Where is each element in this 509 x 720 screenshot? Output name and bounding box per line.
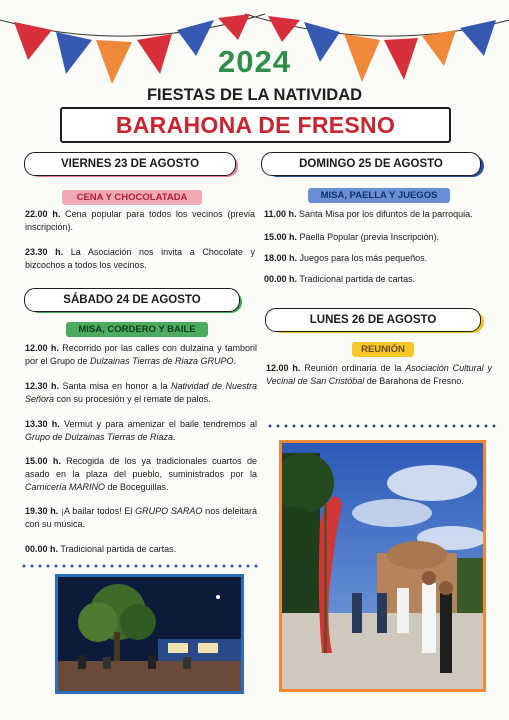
event-viernes-2 — [25, 246, 255, 272]
event-text: Tradicional partida de cartas. — [60, 544, 177, 554]
event-time: 15.00 h. — [264, 232, 298, 242]
dotted-divider — [266, 424, 496, 428]
event-domingo-4 — [264, 273, 492, 286]
procession-illustration — [282, 443, 483, 689]
tag-viernes — [62, 190, 202, 205]
event-time: 19.30 h. — [25, 506, 59, 516]
procession-photo — [279, 440, 486, 692]
event-sabado-2 — [25, 380, 257, 406]
event-time: 15.00 h. — [25, 456, 61, 466]
event-time: 22.00 h. — [25, 209, 61, 219]
event-text-end: de Barahona de Fresno. — [364, 376, 464, 386]
tag-label: REUNIÓN — [361, 344, 405, 355]
event-italic: Dulzainas Tierras de Riaza GRUPO — [90, 356, 234, 366]
day-label: LUNES 26 DE AGOSTO — [309, 314, 437, 326]
day-label: SÁBADO 24 DE AGOSTO — [63, 294, 201, 306]
tag-label: MISA, CORDERO Y BAILE — [78, 324, 196, 335]
event-time: 13.30 h. — [25, 419, 60, 429]
event-time: 18.00 h. — [264, 253, 298, 263]
town-title: BARAHONA DE FRESNO — [115, 111, 396, 138]
event-time: 12.00 h. — [25, 343, 59, 353]
event-text: La Asociación nos invita a Chocolate y bizcochos a todos los vecinos. — [25, 247, 255, 270]
day-header-viernes — [24, 152, 236, 176]
event-text: Recorrido por las calles con dulzaina y tamboril por el Grupo de — [25, 343, 257, 366]
event-text: Paella Popular (previa Inscripción). — [299, 232, 440, 242]
tag-domingo — [308, 188, 450, 203]
event-sabado-1 — [25, 342, 257, 368]
event-subtitle: FIESTAS DE LA NATIVIDAD — [146, 86, 363, 104]
event-italic: Asociación Cultural y Vecinal de San Cristóbal — [266, 363, 492, 386]
event-lunes-1 — [266, 362, 492, 388]
night-event-illustration — [58, 577, 241, 691]
tag-sabado — [66, 322, 208, 337]
day-label: VIERNES 23 DE AGOSTO — [60, 158, 200, 170]
tag-label: CENA Y CHOCOLATADA — [76, 192, 188, 203]
event-domingo-3 — [264, 252, 492, 265]
event-domingo-1 — [264, 208, 492, 221]
event-text-end: nos deleitará con su música. — [25, 506, 257, 529]
event-viernes-1 — [25, 208, 255, 234]
event-sabado-3 — [25, 418, 257, 444]
event-sabado-4 — [25, 455, 257, 494]
dotted-divider — [20, 564, 260, 568]
event-text-end: con su procesión y el remate de palos. — [54, 394, 211, 404]
event-italic: Grupo de Dulzainas Tierras de Riaza — [25, 432, 173, 442]
event-time: 00.00 h. — [25, 544, 59, 554]
event-italic: GRUPO SARAO — [135, 506, 203, 516]
event-sabado-6 — [25, 543, 257, 556]
flag-red — [218, 14, 250, 40]
event-domingo-2 — [264, 231, 492, 244]
event-italic: Carnicería MARINO — [25, 482, 106, 492]
day-header-lunes — [265, 308, 481, 332]
event-time: 11.00 h. — [264, 209, 297, 219]
day-label: DOMINGO 25 DE AGOSTO — [299, 158, 443, 170]
event-text: Reunión ordinaria de la — [304, 363, 406, 373]
event-text: Recogida de los ya tradicionales cuartos de asado en la plaza del pueblo, suministrados por la — [25, 456, 257, 479]
event-text-end: . — [173, 432, 176, 442]
event-text: Vermut y para amenizar el baile tendremos al — [63, 419, 257, 429]
event-sabado-5 — [25, 505, 257, 531]
night-event-photo — [55, 574, 244, 694]
day-header-domingo — [261, 152, 481, 176]
event-text-end: de Boceguillas. — [105, 482, 169, 492]
event-text-end: . — [233, 356, 237, 366]
event-text: ¡A bailar todos! El — [61, 506, 136, 516]
tag-lunes — [352, 342, 414, 357]
event-time: 23.30 h. — [25, 247, 64, 257]
day-header-sabado — [24, 288, 240, 312]
tag-label: MISA, PAELLA Y JUEGOS — [320, 190, 438, 201]
event-time: 00.00 h. — [264, 274, 298, 284]
event-time: 12.00 h. — [266, 363, 301, 373]
event-text: Santa misa en honor a la — [62, 381, 171, 391]
event-text: Juegos para los más pequeños. — [299, 253, 428, 263]
event-italic: Natividad de Nuestra Señora — [25, 381, 257, 404]
year-heading: 2024 — [218, 44, 291, 79]
town-title-box — [60, 107, 451, 143]
event-text: Cena popular para todos los vecinos (previa inscripción). — [25, 209, 255, 232]
event-time: 12.30 h. — [25, 381, 60, 391]
flag-red — [268, 16, 300, 42]
event-text: Tradicional partida de cartas. — [299, 274, 416, 284]
event-text: Santa Misa por los difuntos de la parroquia. — [299, 209, 473, 219]
